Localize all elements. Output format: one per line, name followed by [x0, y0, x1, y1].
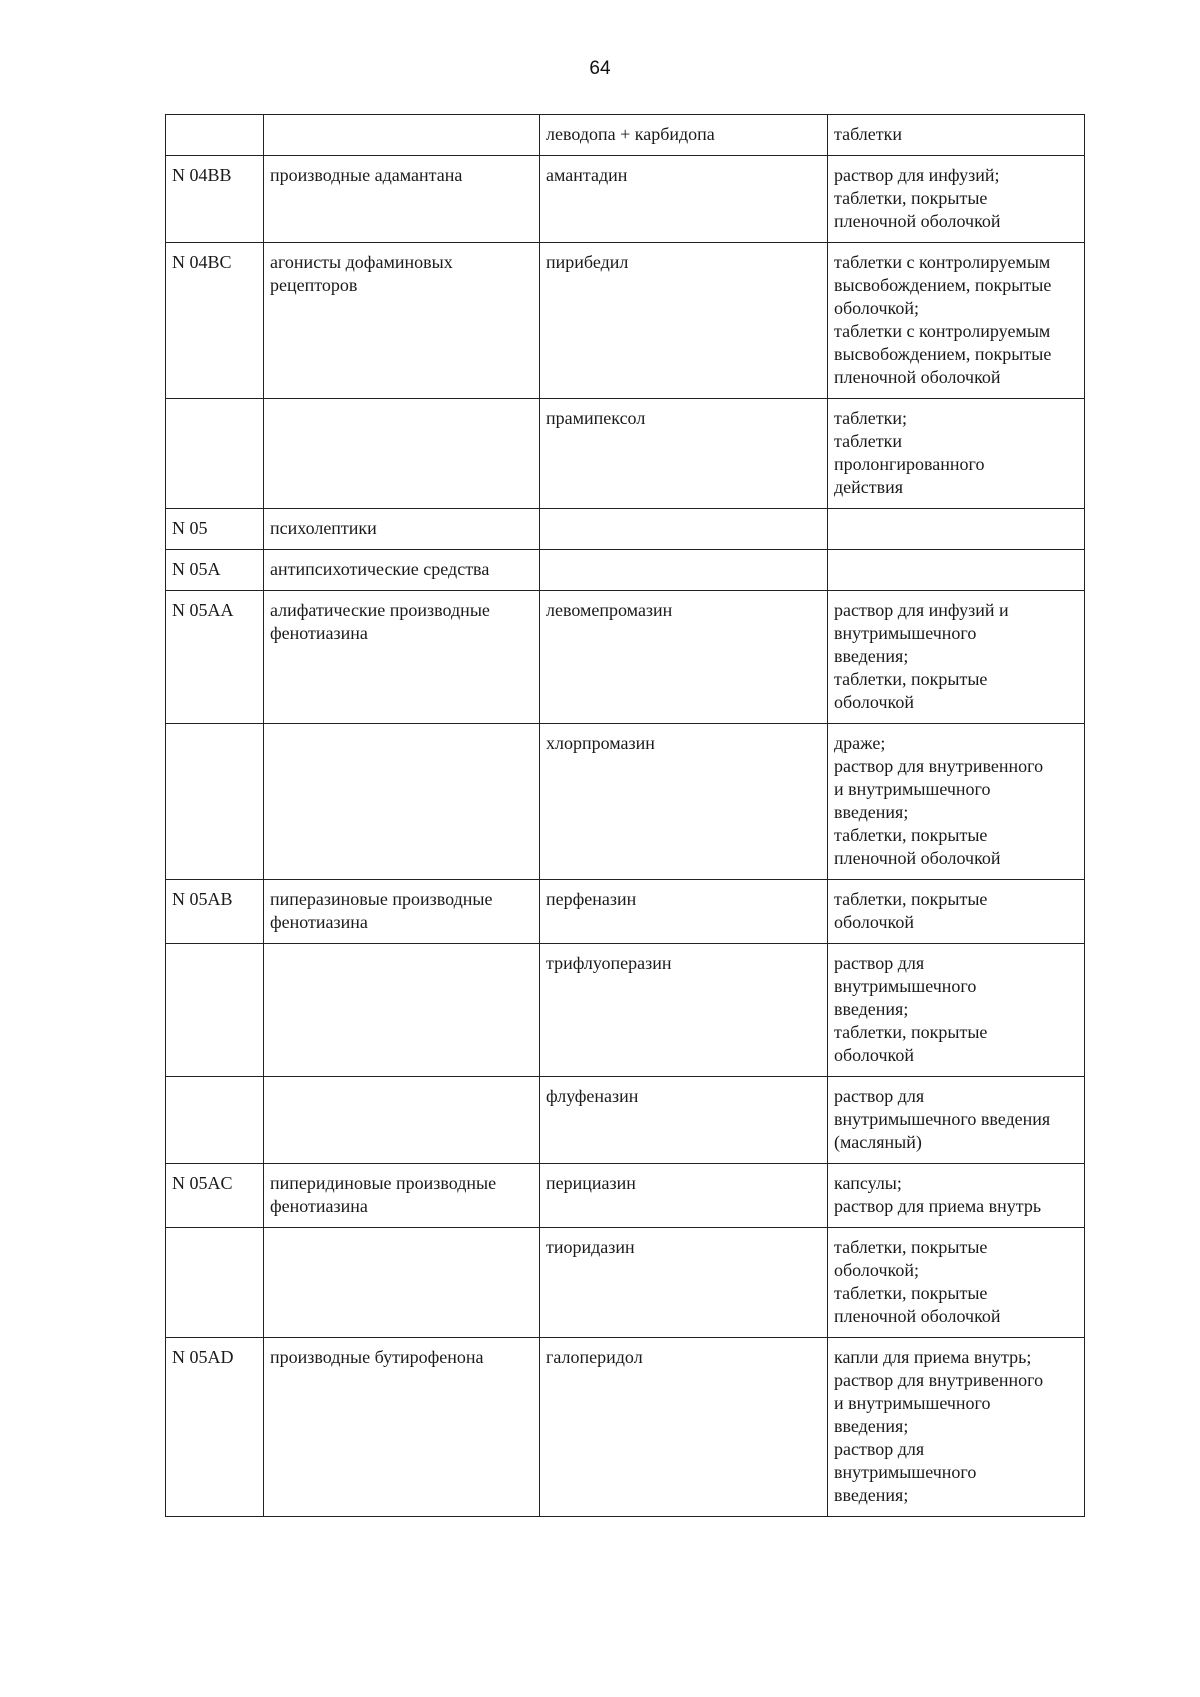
pharmacological-group-cell: производные бутирофенона: [264, 1338, 540, 1517]
drug-name-cell: [540, 509, 828, 550]
drug-name-cell: перфеназин: [540, 880, 828, 944]
pharmacological-group-cell: антипсихотические средства: [264, 550, 540, 591]
table-row: [166, 724, 1085, 880]
table-row: [166, 944, 1085, 1077]
table-row: [166, 880, 1085, 944]
dosage-form-cell: раствор для инфузий и внутримышечного введения; таблетки, покрытые оболочкой: [828, 591, 1085, 724]
drug-name-cell: леводопа + карбидопа: [540, 115, 828, 156]
table-row: [166, 156, 1085, 243]
atc-code-cell: N 05AB: [166, 880, 264, 944]
pharmacological-group-cell: агонисты дофаминовых рецепторов: [264, 243, 540, 399]
drug-name-cell: [540, 550, 828, 591]
atc-code-cell: [166, 1077, 264, 1164]
dosage-form-cell: [828, 509, 1085, 550]
dosage-form-cell: раствор для внутримышечного введения (масляный): [828, 1077, 1085, 1164]
drug-name-cell: левомепромазин: [540, 591, 828, 724]
drug-name-cell: тиоридазин: [540, 1228, 828, 1338]
dosage-form-cell: таблетки; таблетки пролонгированного действия: [828, 399, 1085, 509]
dosage-form-cell: капсулы; раствор для приема внутрь: [828, 1164, 1085, 1228]
table-row: [166, 1228, 1085, 1338]
table-row: [166, 509, 1085, 550]
pharmacological-group-cell: алифатические производные фенотиазина: [264, 591, 540, 724]
drug-name-cell: прамипексол: [540, 399, 828, 509]
drug-name-cell: перициазин: [540, 1164, 828, 1228]
drug-name-cell: пирибедил: [540, 243, 828, 399]
dosage-form-cell: раствор для внутримышечного введения; таблетки, покрытые оболочкой: [828, 944, 1085, 1077]
table-row: [166, 1164, 1085, 1228]
atc-code-cell: [166, 399, 264, 509]
atc-code-cell: N 05: [166, 509, 264, 550]
pharmacological-group-cell: пиперазиновые производные фенотиазина: [264, 880, 540, 944]
pharmacological-group-cell: [264, 944, 540, 1077]
pharmacological-group-cell: пиперидиновые производные фенотиазина: [264, 1164, 540, 1228]
atc-code-cell: [166, 1228, 264, 1338]
pharmacological-group-cell: производные адамантана: [264, 156, 540, 243]
drug-name-cell: трифлуоперазин: [540, 944, 828, 1077]
atc-code-cell: [166, 115, 264, 156]
dosage-form-cell: таблетки: [828, 115, 1085, 156]
pharmacological-group-cell: психолептики: [264, 509, 540, 550]
dosage-form-cell: капли для приема внутрь; раствор для внутривенного и внутримышечного введения; раствор для внутримышечного введения;: [828, 1338, 1085, 1517]
atc-code-cell: N 05A: [166, 550, 264, 591]
dosage-form-cell: драже; раствор для внутривенного и внутримышечного введения; таблетки, покрытые пленочной оболочкой: [828, 724, 1085, 880]
drug-table: [165, 114, 1085, 1517]
dosage-form-cell: таблетки, покрытые оболочкой: [828, 880, 1085, 944]
atc-code-cell: N 05AA: [166, 591, 264, 724]
atc-code-cell: N 05AD: [166, 1338, 264, 1517]
pharmacological-group-cell: [264, 399, 540, 509]
dosage-form-cell: таблетки, покрытые оболочкой; таблетки, покрытые пленочной оболочкой: [828, 1228, 1085, 1338]
table-row: [166, 1077, 1085, 1164]
atc-code-cell: N 04BB: [166, 156, 264, 243]
atc-code-cell: [166, 724, 264, 880]
dosage-form-cell: таблетки с контролируемым высвобождением, покрытые оболочкой; таблетки с контролируемым высвобождением, покрытые пленочной оболочкой: [828, 243, 1085, 399]
dosage-form-cell: [828, 550, 1085, 591]
drug-name-cell: флуфеназин: [540, 1077, 828, 1164]
atc-code-cell: [166, 944, 264, 1077]
drug-name-cell: хлорпромазин: [540, 724, 828, 880]
dosage-form-cell: раствор для инфузий; таблетки, покрытые пленочной оболочкой: [828, 156, 1085, 243]
atc-code-cell: N 05AC: [166, 1164, 264, 1228]
pharmacological-group-cell: [264, 1228, 540, 1338]
table-row: [166, 550, 1085, 591]
table-row: [166, 591, 1085, 724]
table-row: [166, 399, 1085, 509]
table-row: [166, 1338, 1085, 1517]
page-number: 64: [589, 58, 611, 79]
drug-name-cell: галоперидол: [540, 1338, 828, 1517]
drug-name-cell: амантадин: [540, 156, 828, 243]
pharmacological-group-cell: [264, 115, 540, 156]
pharmacological-group-cell: [264, 724, 540, 880]
pharmacological-group-cell: [264, 1077, 540, 1164]
table-row: [166, 243, 1085, 399]
table-row: [166, 115, 1085, 156]
atc-code-cell: N 04BC: [166, 243, 264, 399]
